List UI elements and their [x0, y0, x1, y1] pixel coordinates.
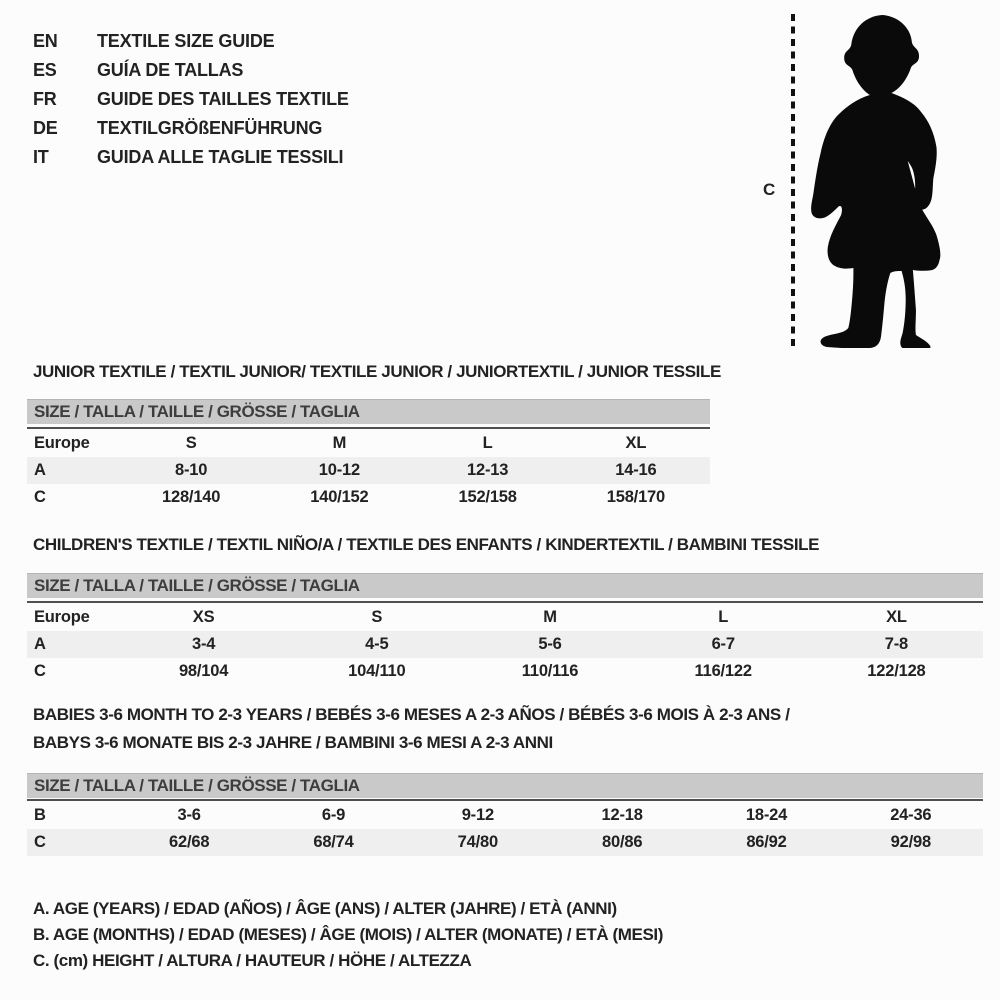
- size-header-bar-children: SIZE / TALLA / TAILLE / GRÖSSE / TAGLIA: [27, 573, 983, 598]
- row-label: Europe: [34, 608, 90, 626]
- table-cell: 158/170: [606, 488, 665, 506]
- table-row: [27, 604, 983, 631]
- language-label: GUÍA DE TALLAS: [97, 60, 244, 80]
- table-cell: 110/116: [521, 662, 579, 680]
- row-label: Europe: [34, 434, 90, 452]
- table-cell: 4-5: [365, 635, 389, 653]
- table-row: [27, 484, 710, 511]
- table-cell: 128/140: [162, 488, 221, 506]
- table-cell: XL: [886, 608, 907, 626]
- table-cell: 140/152: [310, 488, 369, 506]
- table-cell: 5-6: [538, 635, 562, 653]
- table-cell: 3-6: [177, 806, 201, 824]
- language-label: TEXTILGRÖßENFÜHRUNG: [97, 118, 323, 138]
- legend-note-c: C. (cm) HEIGHT / ALTURA / HAUTEUR / HÖHE / ALTEZZA: [33, 951, 472, 970]
- row-label: A: [34, 635, 46, 653]
- language-code: DE: [33, 118, 58, 138]
- height-measure-label: C: [763, 180, 776, 199]
- table-cell: 3-4: [191, 635, 216, 653]
- row-label: C: [34, 833, 46, 851]
- language-label: TEXTILE SIZE GUIDE: [97, 31, 275, 51]
- language-row: [33, 27, 349, 56]
- language-code: ES: [33, 60, 57, 80]
- table-cell: L: [718, 608, 729, 626]
- language-code: FR: [33, 89, 57, 109]
- size-header-bar-junior: SIZE / TALLA / TAILLE / GRÖSSE / TAGLIA: [27, 399, 710, 424]
- row-label: A: [34, 461, 46, 479]
- table-cell: 92/98: [890, 833, 931, 851]
- table-cell: 7-8: [884, 635, 909, 653]
- row-label: B: [34, 806, 46, 824]
- table-row: [27, 430, 710, 457]
- table-cell: 116/122: [694, 662, 752, 680]
- table-cell: 68/74: [313, 833, 354, 851]
- table-cell: 12-13: [467, 461, 509, 479]
- table-row: [27, 829, 983, 856]
- table-cell: 98/104: [178, 662, 229, 680]
- toddler-silhouette-icon: [795, 8, 959, 348]
- legend-note-a: A. AGE (YEARS) / EDAD (AÑOS) / ÂGE (ANS) / ALTER (JAHRE) / ETÀ (ANNI): [33, 899, 617, 918]
- language-label: GUIDA ALLE TAGLIE TESSILI: [97, 147, 344, 167]
- table-cell: 24-36: [890, 806, 932, 824]
- table-cell: 86/92: [746, 833, 787, 851]
- table-cell: 14-16: [615, 461, 657, 479]
- language-code: IT: [33, 147, 49, 167]
- size-header-bar-babies: SIZE / TALLA / TAILLE / GRÖSSE / TAGLIA: [27, 773, 983, 798]
- legend-notes: [33, 896, 663, 974]
- size-table-babies: [27, 799, 983, 856]
- table-cell: 9-12: [461, 806, 494, 824]
- table-cell: S: [185, 434, 197, 452]
- table-row: [27, 658, 983, 685]
- table-cell: 18-24: [745, 806, 788, 824]
- legend-note-b: B. AGE (MONTHS) / EDAD (MESES) / ÂGE (MOIS) / ALTER (MONATE) / ETÀ (MESI): [33, 925, 663, 944]
- section-title-babies: [33, 701, 790, 757]
- table-row: [27, 631, 983, 658]
- language-row: [33, 85, 349, 114]
- size-table-children: [27, 601, 983, 685]
- row-label: C: [34, 662, 46, 680]
- table-cell: M: [332, 434, 347, 452]
- table-cell: XS: [192, 608, 215, 626]
- table-cell: 104/110: [348, 662, 406, 680]
- table-row: [27, 802, 983, 829]
- section-title-junior: JUNIOR TEXTILE / TEXTIL JUNIOR/ TEXTILE JUNIOR / JUNIORTEXTIL / JUNIOR TESSILE: [33, 362, 721, 381]
- language-list: [33, 27, 349, 172]
- table-row: [27, 457, 710, 484]
- table-cell: S: [371, 608, 383, 626]
- row-label: C: [34, 488, 46, 506]
- language-label: GUIDE DES TAILLES TEXTILE: [97, 89, 349, 109]
- section-title-babies-line2: BABYS 3-6 MONATE BIS 2-3 JAHRE / BAMBINI 3-6 MESI A 2-3 ANNI: [33, 733, 553, 752]
- table-cell: XL: [625, 434, 647, 452]
- size-table-junior: [27, 427, 710, 511]
- table-cell: 6-7: [711, 635, 735, 653]
- table-cell: 122/128: [867, 662, 926, 680]
- language-row: [33, 56, 349, 85]
- section-title-babies-line1: BABIES 3-6 MONTH TO 2-3 YEARS / BEBÉS 3-6 MESES A 2-3 AÑOS / BÉBÉS 3-6 MOIS À 2-3 ANS /: [33, 705, 790, 724]
- table-cell: 12-18: [601, 806, 643, 824]
- table-cell: 10-12: [318, 461, 360, 479]
- table-cell: 8-10: [175, 461, 208, 479]
- table-cell: L: [482, 434, 493, 452]
- table-cell: 74/80: [457, 833, 498, 851]
- language-row: [33, 114, 349, 143]
- language-row: [33, 143, 349, 172]
- table-cell: 152/158: [458, 488, 517, 506]
- table-cell: 80/86: [602, 833, 643, 851]
- section-title-children: CHILDREN'S TEXTILE / TEXTIL NIÑO/A / TEXTILE DES ENFANTS / KINDERTEXTIL / BAMBINI TESSILE: [33, 535, 820, 554]
- table-cell: 6-9: [321, 806, 346, 824]
- table-cell: 62/68: [169, 833, 210, 851]
- table-cell: M: [543, 608, 557, 626]
- language-code: EN: [33, 31, 58, 51]
